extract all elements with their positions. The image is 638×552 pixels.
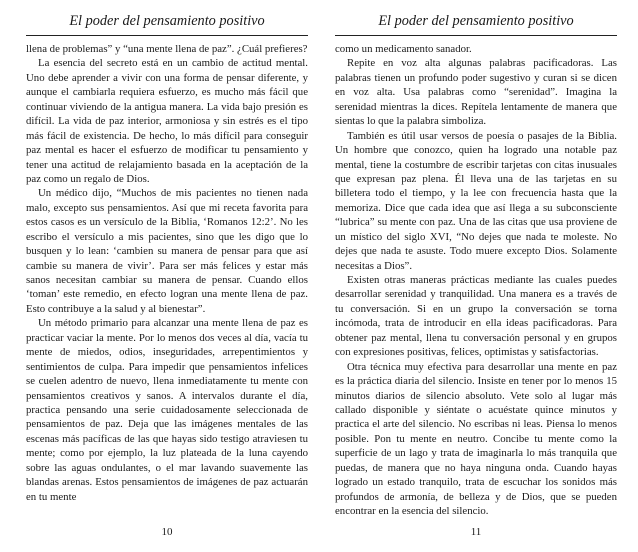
right-page-body — [335, 42, 617, 518]
left-page-body — [26, 42, 308, 504]
right-paragraph-2: Repite en voz alta algunas palabras pacificadoras. Las palabras tienen un profundo poder sugestivo y curan si se dicen en voz alta. Usa palabras como “serenidad”. Imagina la serenidad mientras la dices. Repítela lentamente de manera que sientas lo que la palabra simboliza. — [335, 57, 617, 128]
right-header-rule — [335, 35, 617, 36]
left-page-number: 10 — [161, 526, 173, 538]
left-paragraph-2: La esencia del secreto está en un cambio de actitud mental. Uno debe aprender a vivir con una forma de pensar diferente, y aunque el cambiarla requiera esfuerzo, es mucho más fácil que continuar viviendo de la antigua manera. La vida bajo presión es difícil. La vida de paz interior, armoniosa y sin estrés es el tipo más fácil de existencia. De hecho, lo más difícil para conseguir paz mental es hacer el esfuerzo de modificar tu pensamiento y tener una actitud de relajamiento basada en la aceptación de la paz como un regalo de Dios. — [26, 57, 308, 185]
left-page — [26, 0, 308, 552]
left-running-header: El poder del pensamiento positivo — [69, 13, 265, 29]
right-paragraph-4: Existen otras maneras prácticas mediante las cuales puedes desarrollar serenidad y tranquilidad. Una manera es a través de tu conversación. Si en un grupo la conversación se torna incómoda, trata de introducir en ella ideas pacificadoras. Para obtener paz mental, llena tu conversación personal y en grupos con expresiones positivas, felices, optimistas y satisfactorias. — [335, 274, 617, 359]
right-paragraph-3: También es útil usar versos de poesía o pasajes de la Biblia. Un hombre que conozco, quien ha logrado una notable paz mental, tiene la costumbre de escribir tarjetas con citas inusuales que expresan paz plena. Él lleva una de las tarjetas en su billetera todo el tiempo, y la lee con frecuencia hasta que la memoriza. Dice que cada idea que así llega a su subconsciente “lubrica” su mente con paz. Una de las citas que usa proviene de un místico del siglo XVI, “No dejes que nada te moleste. No dejes que nada te asuste. Todo muere excepto Dios. Solamente necesitas a Dios”. — [335, 129, 617, 272]
right-page-number: 11 — [470, 526, 482, 538]
right-running-header: El poder del pensamiento positivo — [378, 13, 574, 29]
right-paragraph-5: Otra técnica muy efectiva para desarrollar una mente en paz es la práctica diaria del silencio. Insiste en tener por lo menos 15 minutos diarios de silencio absoluto. Vete solo al lugar más callado disponible y siéntate o acuéstate quince minutos y practica el arte del silencio. No escribas ni leas. Piensa lo menos posible. Pon tu mente en neutro. Concibe tu mente como la superficie de un lago y trata de imaginarla lo más tranquila que puedas, de manera que no haya ninguna onda. Cuando hayas logrado un estado tranquilo, trata de escuchar los sonidos más profundos de armonía, de belleza y de Dios, que se pueden encontrar en la esencia del silencio. — [335, 360, 617, 517]
left-paragraph-1: llena de problemas” y “una mente llena de paz”. ¿Cuál prefieres? — [26, 43, 308, 55]
left-paragraph-4: Un método primario para alcanzar una mente llena de paz es practicar vaciar la mente. Por lo menos dos veces al día, vacía tu mente de miedos, odios, inseguridades, arrepentimientos y sentimientos de culpa. Para impedir que pensamientos infelices se cuelen adentro de nuevo, llena inmediatamente tu mente con pensamientos creativos y sanos. A intervalos durante el día, practica pensando una serie cuidadosamente seleccionada de pensamientos de paz. Deja que las imágenes mentales de las escenas más pacíficas de las que hayas sido testigo atraviesen tu mente; como por ejemplo, la luz plateada de la luna cayendo sobre las aguas ondulantes, o el mar lavando suavemente las blandas arenas. Estos pensamientos de imágenes de paz actuarán en tu mente — [26, 317, 308, 503]
left-header-rule — [26, 35, 308, 36]
right-page — [335, 0, 617, 552]
left-paragraph-3: Un médico dijo, “Muchos de mis pacientes no tienen nada malo, excepto sus pensamientos. Así que mi receta favorita para estos casos es un versículo de la Biblia, ‘Romanos 12:2’. No les escribo el versículo a mis pacientes, sino que les digo que lo busquen y lo lean: ‘cambien su manera de pensar para que así cambie su manera de vivir’. Para ser más felices y estar más sanos necesitan cambiar su manera de pensar. Cuando ellos ‘toman’ este remedio, en efecto logran una mente llena de paz. Esto contribuye a la salud y al bienestar”. — [26, 187, 308, 315]
right-paragraph-1: como un medicamento sanador. — [335, 43, 472, 55]
